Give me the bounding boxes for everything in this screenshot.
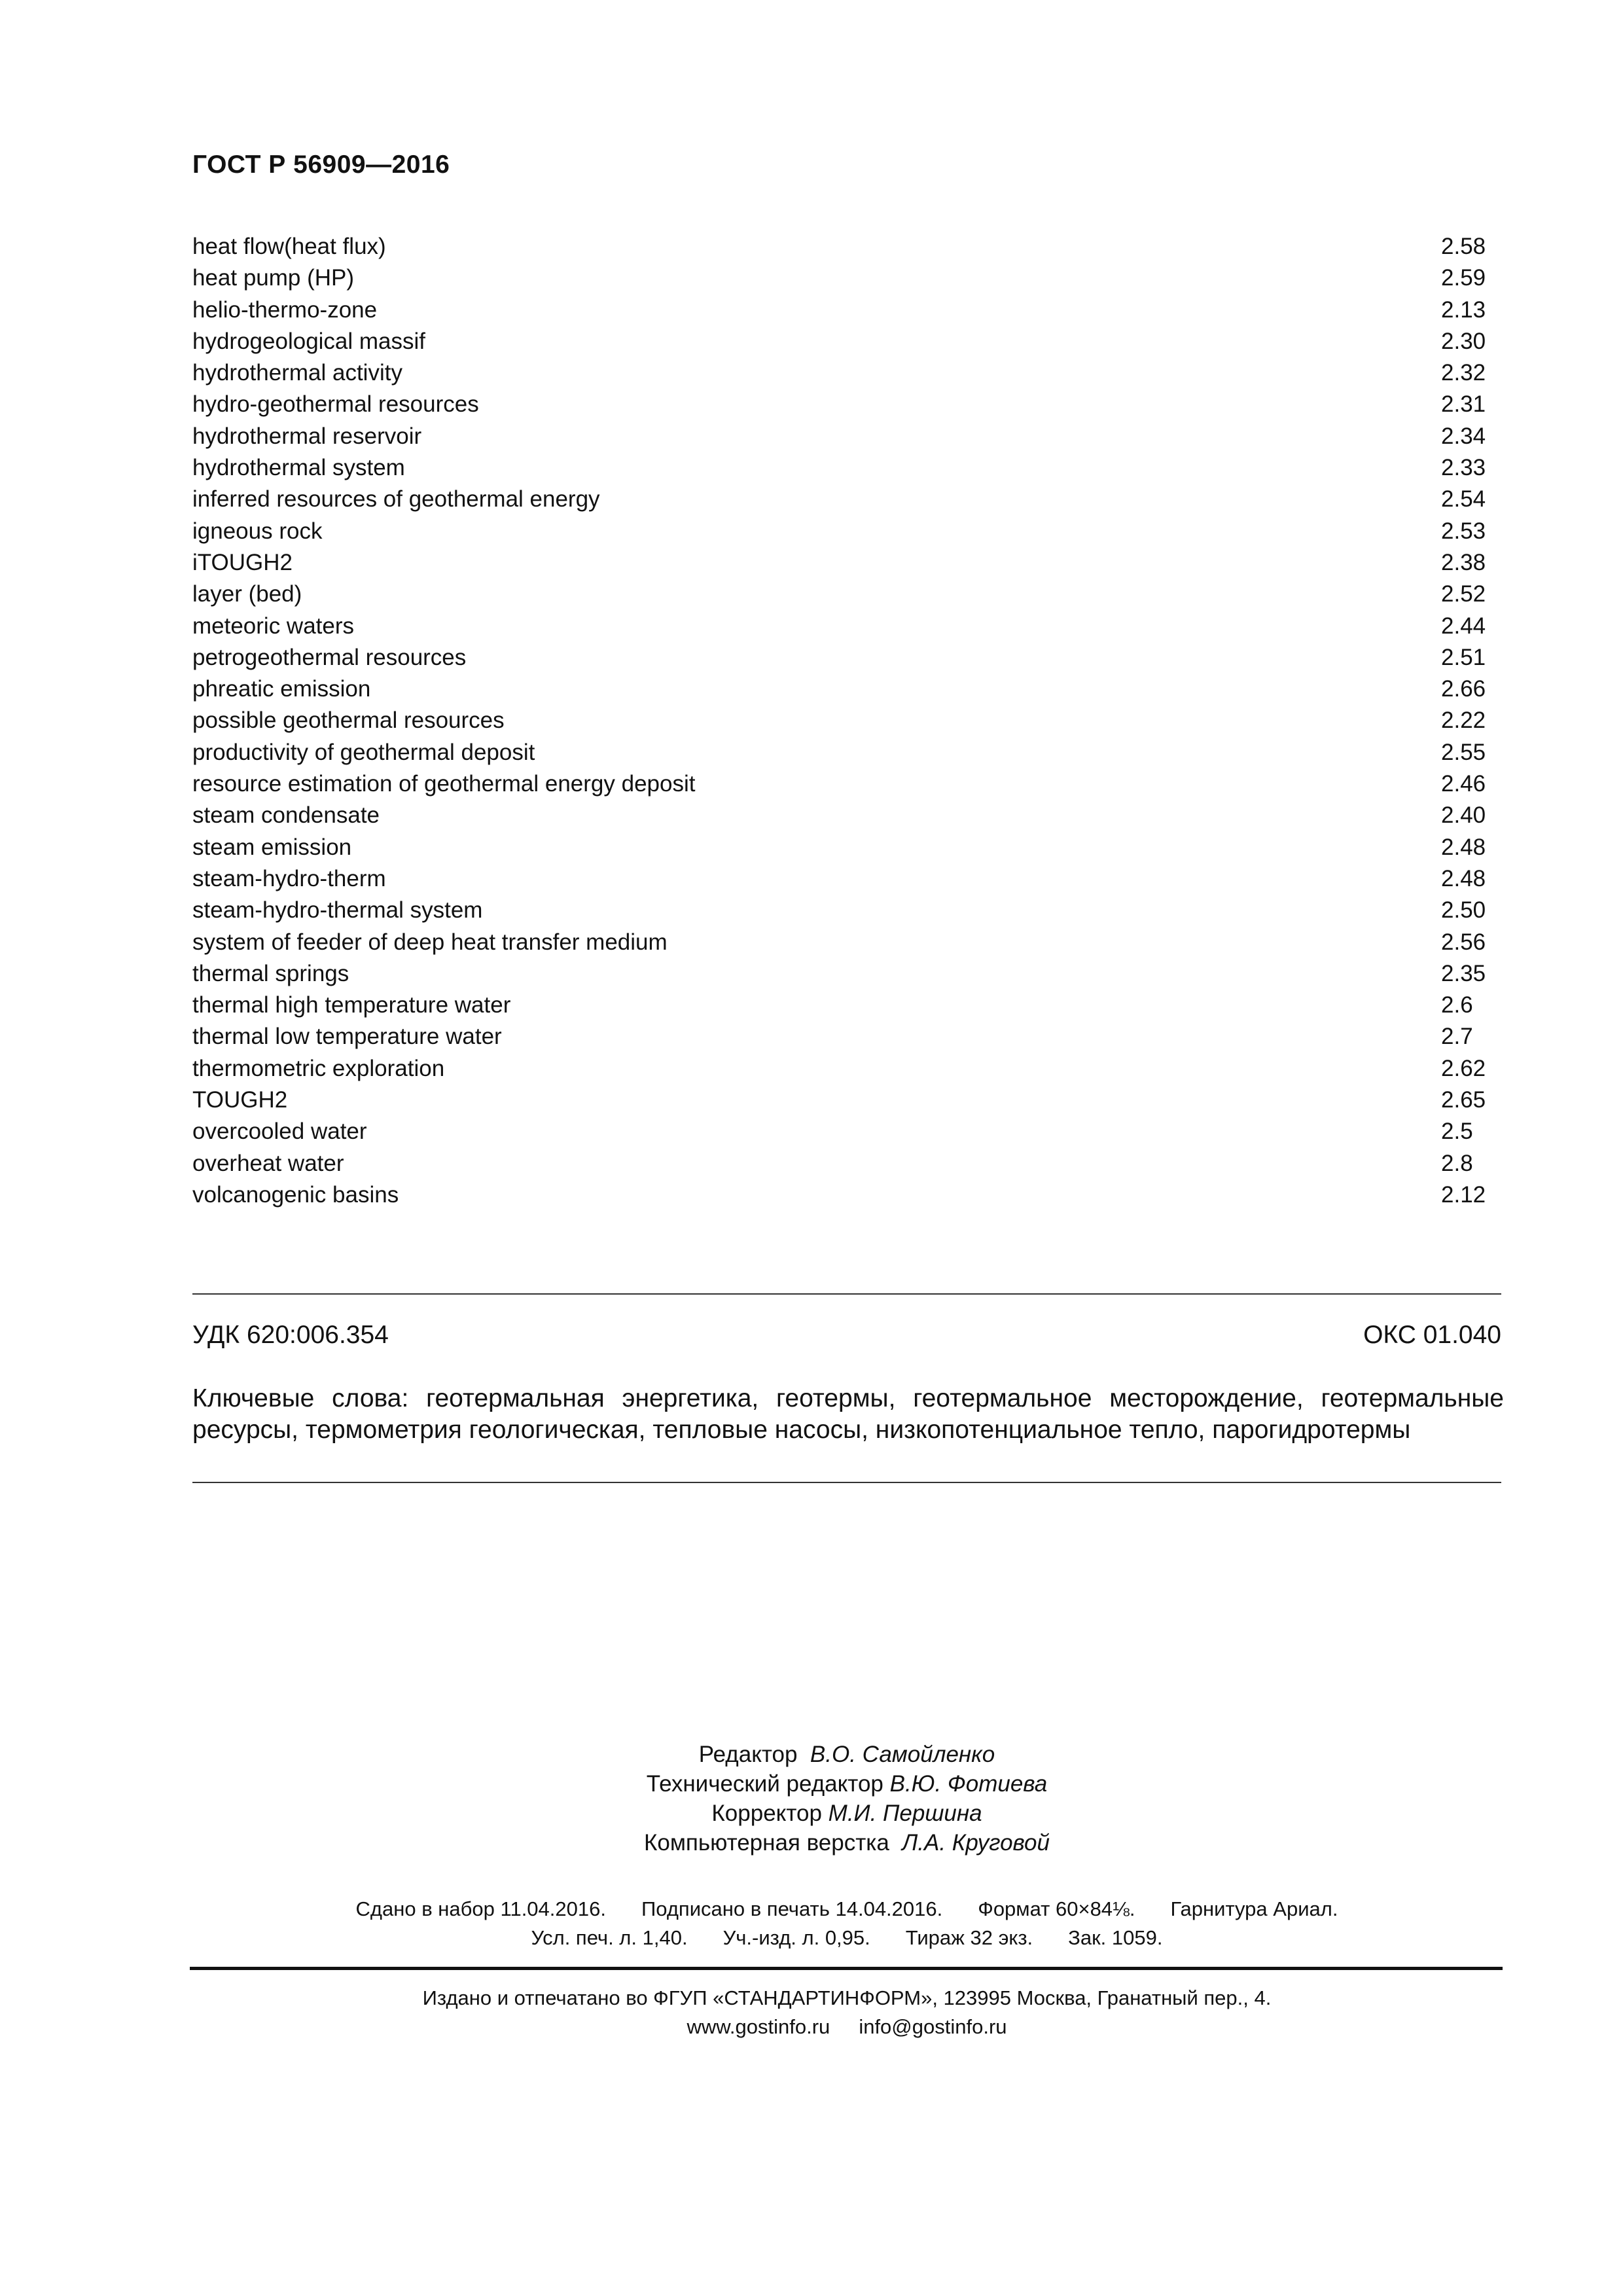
index-row	[192, 642, 1501, 673]
credit-role: Компьютерная верстка	[643, 1830, 889, 1856]
index-row	[192, 673, 1501, 705]
index-row	[192, 737, 1501, 768]
index-ref: 2.34	[1441, 423, 1486, 449]
index-term: petrogeothermal resources	[192, 644, 467, 670]
index-term: overheat water	[192, 1150, 344, 1176]
index-row	[192, 1085, 1501, 1116]
index-term: phreatic emission	[192, 676, 371, 702]
index-ref: 2.6	[1441, 992, 1473, 1018]
index-term: hydro-geothermal resources	[192, 391, 479, 418]
index-ref: 2.48	[1441, 865, 1486, 891]
index-ref: 2.66	[1441, 676, 1486, 702]
index-row	[192, 1179, 1501, 1211]
term-index-list	[192, 231, 1501, 1211]
index-row	[192, 516, 1501, 547]
imprint-submitted: Сдано в набор 11.04.2016.	[355, 1897, 606, 1920]
index-row	[192, 863, 1501, 895]
index-ref: 2.48	[1441, 834, 1486, 860]
index-ref: 2.38	[1441, 549, 1486, 575]
index-row	[192, 421, 1501, 452]
index-row	[192, 705, 1501, 736]
index-term: hydrogeological massif	[192, 328, 426, 354]
index-term: inferred resources of geothermal energy	[192, 486, 600, 512]
index-row	[192, 326, 1501, 357]
index-term: thermal low temperature water	[192, 1024, 502, 1050]
index-ref: 2.59	[1441, 265, 1486, 291]
index-term: layer (bed)	[192, 581, 302, 607]
index-term: volcanogenic basins	[192, 1181, 399, 1208]
index-ref: 2.32	[1441, 360, 1486, 386]
index-row	[192, 611, 1501, 642]
index-ref: 2.51	[1441, 644, 1486, 670]
bottom-divider	[192, 1482, 1501, 1483]
imprint-print-sheets: Усл. печ. л. 1,40.	[531, 1926, 688, 1949]
index-term: possible geothermal resources	[192, 708, 505, 734]
index-term: thermal springs	[192, 960, 349, 986]
index-term: TOUGH2	[192, 1087, 288, 1113]
index-term: iTOUGH2	[192, 549, 293, 575]
index-ref: 2.13	[1441, 296, 1486, 323]
index-ref: 2.65	[1441, 1087, 1486, 1113]
index-row	[192, 579, 1501, 610]
credit-role: Редактор	[698, 1742, 798, 1767]
index-row	[192, 990, 1501, 1021]
index-term: hydrothermal activity	[192, 360, 402, 386]
index-row	[192, 1148, 1501, 1179]
index-ref: 2.35	[1441, 960, 1486, 986]
credits-block	[192, 1740, 1501, 1857]
index-ref: 2.30	[1441, 328, 1486, 354]
credit-proofreader	[192, 1799, 1501, 1828]
index-term: thermometric exploration	[192, 1055, 445, 1081]
index-term: steam-hydro-thermal system	[192, 897, 483, 924]
credit-name: В.Ю. Фотиева	[889, 1771, 1048, 1797]
index-term: heat pump (HP)	[192, 265, 355, 291]
imprint-typeface: Гарнитура Ариал.	[1170, 1897, 1338, 1920]
index-row	[192, 927, 1501, 958]
index-ref: 2.8	[1441, 1150, 1473, 1176]
index-ref: 2.52	[1441, 581, 1486, 607]
index-row	[192, 484, 1501, 515]
index-ref: 2.56	[1441, 929, 1486, 955]
index-row	[192, 231, 1501, 262]
index-row	[192, 895, 1501, 926]
index-row	[192, 295, 1501, 326]
index-row	[192, 832, 1501, 863]
index-ref: 2.7	[1441, 1024, 1473, 1050]
index-ref: 2.53	[1441, 518, 1486, 544]
index-row	[192, 958, 1501, 990]
index-ref: 2.22	[1441, 708, 1486, 734]
index-term: steam condensate	[192, 802, 380, 829]
index-term: heat flow(heat flux)	[192, 234, 386, 259]
index-term: resource estimation of geothermal energy deposit	[192, 771, 696, 797]
index-row	[192, 1053, 1501, 1085]
publisher-line: Издано и отпечатано во ФГУП «СТАНДАРТИНФОРМ», 123995 Москва, Гранатный пер., 4.	[422, 1986, 1272, 2009]
index-row	[192, 1021, 1501, 1052]
index-ref: 2.55	[1441, 739, 1486, 765]
index-term: overcooled water	[192, 1119, 367, 1145]
credit-role: Корректор	[711, 1801, 822, 1826]
index-row	[192, 452, 1501, 484]
index-row	[192, 800, 1501, 831]
credit-name: Л.А. Круговой	[902, 1830, 1050, 1856]
imprint-publ-sheets: Уч.-изд. л. 0,95.	[722, 1926, 870, 1949]
index-term: igneous rock	[192, 518, 323, 544]
index-term: hydrothermal system	[192, 455, 405, 481]
index-row	[192, 262, 1501, 294]
imprint-line-1	[192, 1895, 1501, 1924]
index-ref: 2.54	[1441, 486, 1486, 512]
index-term: hydrothermal reservoir	[192, 423, 422, 449]
index-ref: 2.62	[1441, 1055, 1486, 1081]
document-header: ГОСТ Р 56909—2016	[192, 151, 450, 179]
keywords-paragraph: Ключевые слова: геотермальная энергетика, геотермы, геотермальное месторождение, геотермальные ресурсы, термометрия геологическая, тепловые насосы, низкопотенциальное тепло, парогидротермы	[192, 1384, 1504, 1444]
index-ref: 2.50	[1441, 897, 1486, 924]
udk-code: УДК 620:006.354	[192, 1321, 389, 1349]
index-ref: 2.5	[1441, 1119, 1473, 1145]
index-term: system of feeder of deep heat transfer medium	[192, 929, 668, 955]
imprint-format: Формат 60×84⅛.	[978, 1897, 1135, 1920]
credit-role: Технический редактор	[646, 1771, 883, 1797]
top-divider	[192, 1293, 1501, 1295]
index-ref: 2.40	[1441, 802, 1486, 829]
index-row	[192, 547, 1501, 579]
index-ref: 2.31	[1441, 391, 1486, 418]
credit-editor	[192, 1740, 1501, 1769]
index-ref: 2.58	[1441, 234, 1486, 259]
credit-layout	[192, 1828, 1501, 1857]
index-term: productivity of geothermal deposit	[192, 739, 535, 765]
index-row	[192, 357, 1501, 389]
index-ref: 2.46	[1441, 771, 1486, 797]
index-row	[192, 389, 1501, 420]
publisher-website: www.gostinfo.ru	[687, 2015, 830, 2038]
publisher-contacts	[192, 2013, 1501, 2041]
imprint-signed: Подписано в печать 14.04.2016.	[641, 1897, 943, 1920]
credit-name: В.О. Самойленко	[810, 1742, 995, 1767]
index-term: thermal high temperature water	[192, 992, 511, 1018]
publisher-divider	[190, 1967, 1503, 1970]
imprint-block	[192, 1895, 1501, 1952]
index-ref: 2.33	[1441, 455, 1486, 481]
credit-tech-editor	[192, 1769, 1501, 1799]
imprint-line-2	[192, 1924, 1501, 1952]
index-row	[192, 1116, 1501, 1147]
index-term: meteoric waters	[192, 613, 355, 639]
publisher-block	[192, 1984, 1501, 2041]
index-term: steam-hydro-therm	[192, 865, 386, 891]
index-ref: 2.44	[1441, 613, 1486, 639]
imprint-circulation: Тираж 32 экз.	[905, 1926, 1033, 1949]
publisher-email: info@gostinfo.ru	[859, 2015, 1007, 2038]
index-term: steam emission	[192, 834, 352, 860]
index-term: helio-thermo-zone	[192, 296, 378, 323]
oks-code: ОКС 01.040	[1363, 1321, 1501, 1349]
index-row	[192, 768, 1501, 800]
credit-name: М.И. Першина	[828, 1801, 982, 1826]
index-ref: 2.12	[1441, 1181, 1486, 1208]
imprint-order: Зак. 1059.	[1068, 1926, 1163, 1949]
